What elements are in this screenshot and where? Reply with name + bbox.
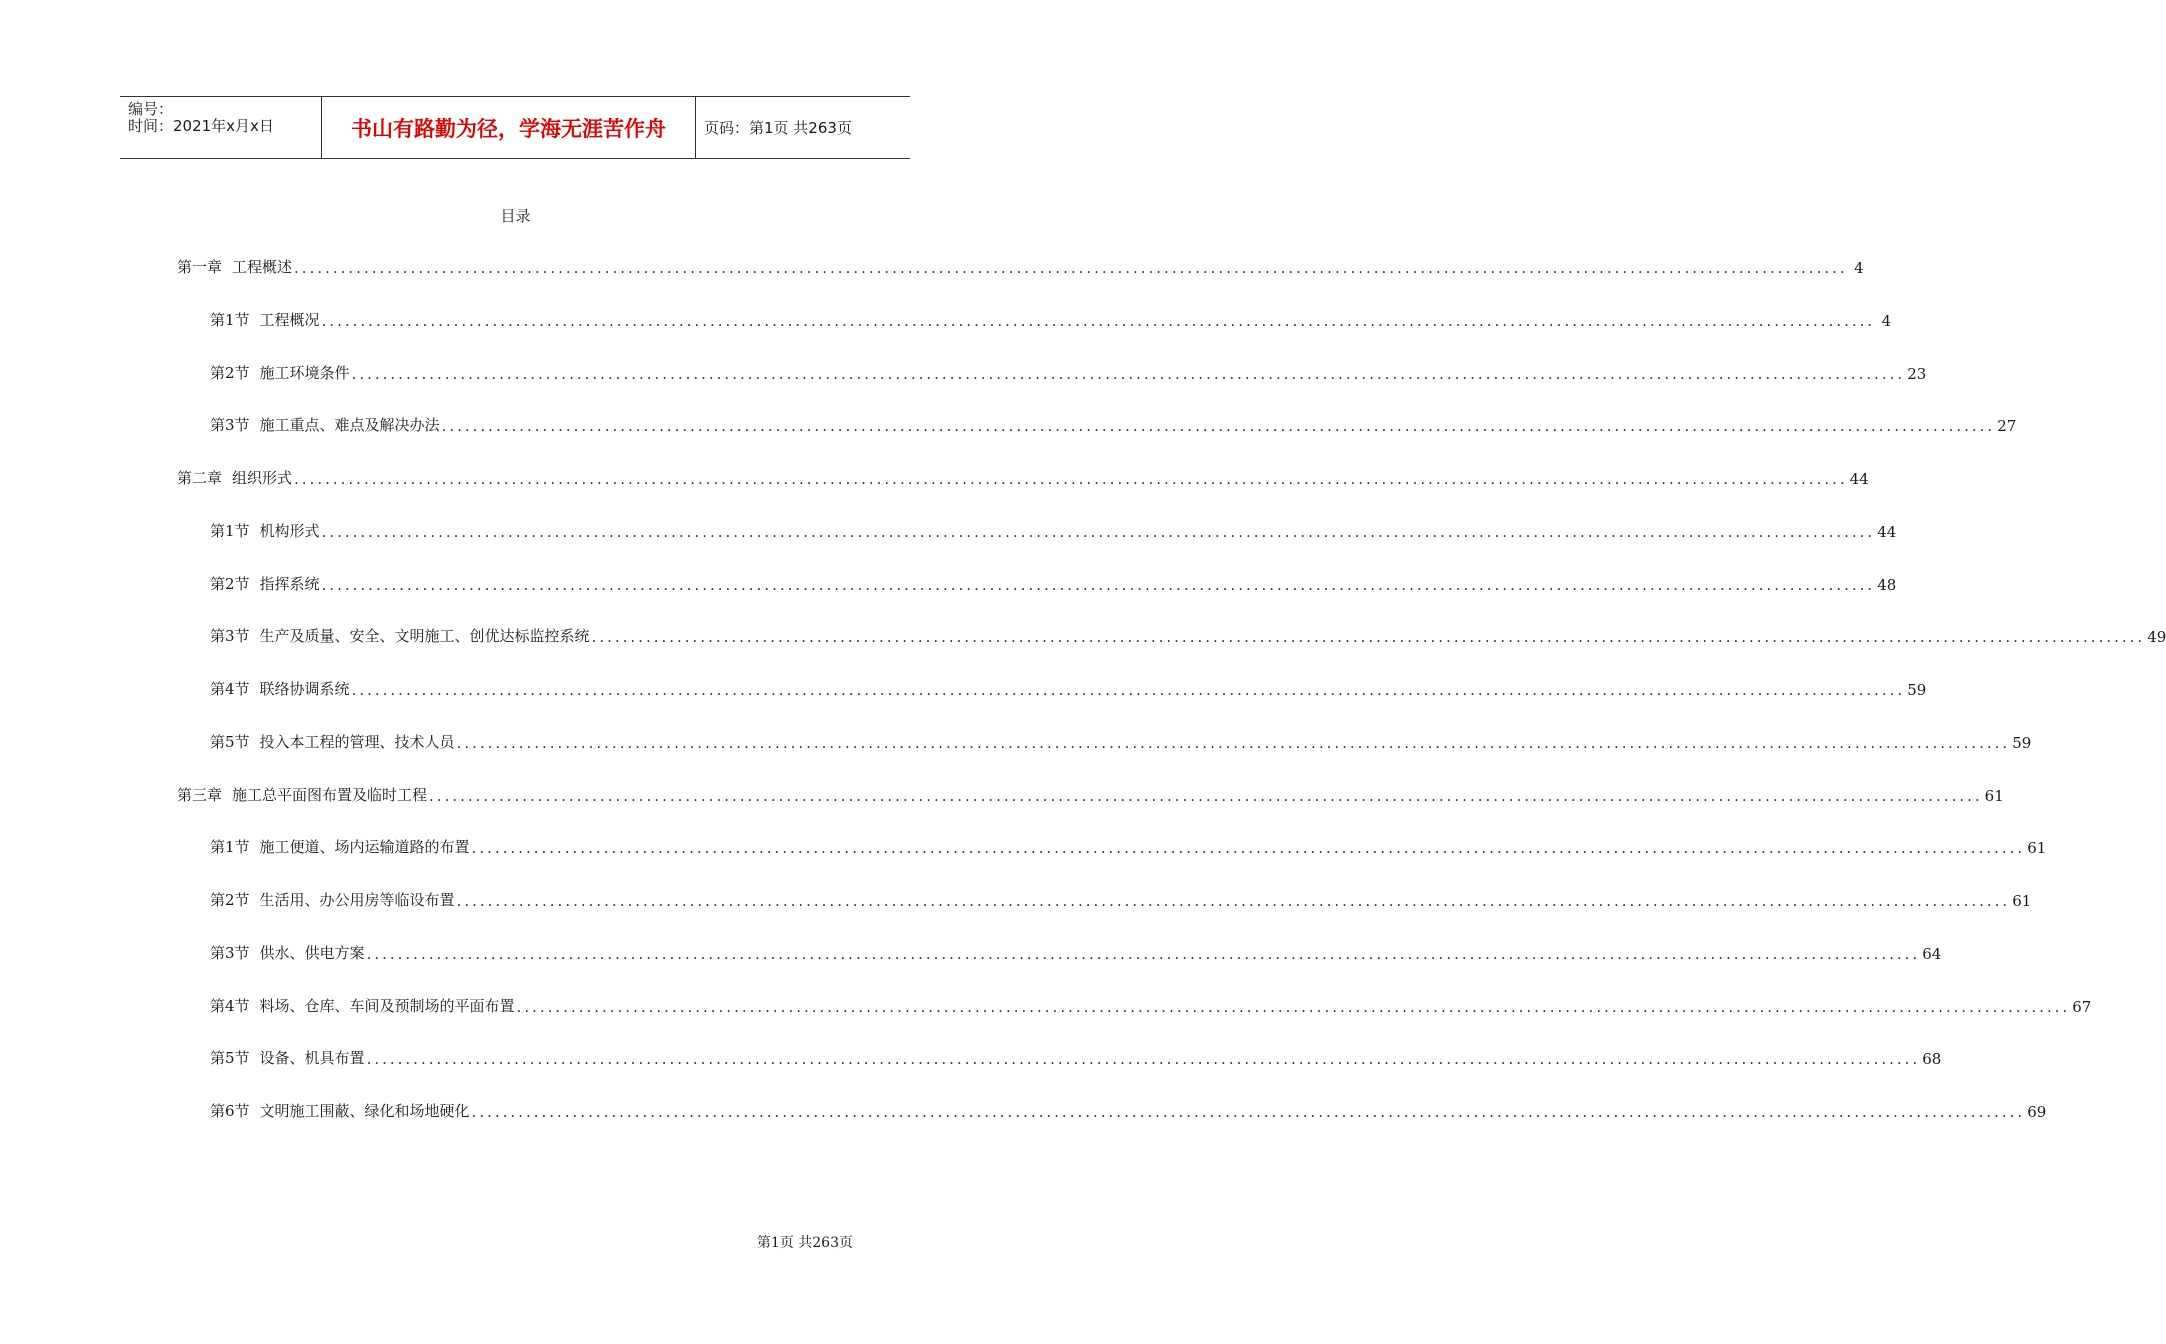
- toc-entry-number: 第6节: [210, 1102, 250, 1120]
- toc-entry-number: 第5节: [210, 732, 250, 751]
- toc-dot-leader: ........................................................................................................................................................................................................: [441, 417, 1996, 436]
- toc-dot-leader: ........................................................................................................................................................................................................: [366, 944, 1921, 963]
- toc-dot-leader: ........................................................................................................................................................................................................: [471, 1103, 2026, 1121]
- toc-entry-page: 44: [1849, 470, 1869, 488]
- toc-entry-number: 第1节: [210, 521, 250, 540]
- toc-section-entry[interactable]: [210, 943, 1942, 963]
- toc-entry-title: 机构形式: [259, 521, 320, 540]
- toc-section-entry[interactable]: [210, 996, 2092, 1016]
- toc-entry-page: 61: [2027, 839, 2047, 858]
- doc-time-label: 时间：2021年x月x日: [128, 117, 274, 135]
- toc-entry-number: 第3节: [210, 943, 250, 962]
- toc-dot-leader: ........................................................................................................................................................................................................: [471, 839, 2026, 858]
- toc-entry-title: 工程概述: [232, 258, 293, 276]
- toc-dot-leader: ........................................................................................................................................................................................................: [294, 259, 1848, 277]
- toc-section-entry[interactable]: [210, 521, 1897, 541]
- toc-entry-title: 供水、供电方案: [259, 943, 365, 962]
- toc-entry-page: 64: [1922, 944, 1942, 963]
- toc-entry-page: 49: [2147, 628, 2166, 647]
- toc-dot-leader: ........................................................................................................................................................................................................: [321, 522, 1876, 541]
- toc-section-entry[interactable]: [210, 626, 2166, 647]
- toc-section-entry[interactable]: [210, 363, 1927, 383]
- toc-entry-page: 68: [1922, 1050, 1942, 1069]
- toc-title: 目录: [500, 207, 531, 225]
- toc-entry-number: 第4节: [210, 996, 250, 1015]
- toc-entry-number: 第3节: [210, 416, 250, 435]
- toc-entry-page: 69: [2027, 1103, 2047, 1121]
- toc-entry-title: 文明施工围蔽、绿化和场地硬化: [259, 1102, 470, 1120]
- toc-section-entry[interactable]: [210, 679, 1927, 699]
- toc-dot-leader: ........................................................................................................................................................................................................: [456, 892, 2011, 910]
- toc-entry-number: 第2节: [210, 574, 250, 593]
- toc-entry-title: 施工总平面图布置及临时工程: [232, 785, 428, 804]
- toc-dot-leader: ........................................................................................................................................................................................................: [429, 786, 1983, 805]
- toc-chapter-entry[interactable]: [177, 785, 2004, 805]
- toc-section-entry[interactable]: [210, 574, 1897, 594]
- toc-dot-leader: ........................................................................................................................................................................................................: [294, 470, 1848, 488]
- toc-entry-title: 指挥系统: [259, 574, 320, 593]
- toc-entry-number: 第2节: [210, 891, 250, 909]
- toc-section-entry[interactable]: [210, 415, 2017, 436]
- toc-entry-page: 4: [1854, 259, 1864, 277]
- toc-entry-page: 61: [1984, 786, 2004, 805]
- toc-dot-leader: ........................................................................................................................................................................................................: [591, 628, 2146, 647]
- toc-entry-number: 第1节: [210, 310, 250, 329]
- document-header: [120, 96, 910, 159]
- toc-dot-leader: ........................................................................................................................................................................................................: [321, 575, 1876, 594]
- toc-section-entry[interactable]: [210, 837, 2047, 858]
- toc-entry-page: 27: [1997, 417, 2017, 436]
- header-meta: [128, 101, 318, 135]
- toc-chapter-entry[interactable]: [177, 468, 1869, 488]
- toc-entry-number: 第二章: [177, 469, 223, 487]
- header-motto: 书山有路勤为径，学海无涯苦作舟: [321, 97, 696, 158]
- toc-entry-number: 第5节: [210, 1049, 250, 1068]
- toc-section-entry[interactable]: [210, 890, 2032, 910]
- toc-entry-title: 生活用、办公用房等临设布置: [259, 891, 455, 909]
- toc-dot-leader: ........................................................................................................................................................................................................: [351, 681, 1906, 699]
- toc-entry-title: 施工环境条件: [259, 363, 350, 382]
- toc-section-entry[interactable]: [210, 1101, 2047, 1121]
- toc-entry-title: 施工重点、难点及解决办法: [259, 416, 440, 435]
- toc-entry-page: 67: [2072, 997, 2092, 1016]
- toc-entry-number: 第4节: [210, 680, 250, 698]
- toc-dot-leader: ........................................................................................................................................................................................................: [351, 364, 1906, 383]
- toc-entry-title: 施工便道、场内运输道路的布置: [259, 838, 470, 857]
- toc-entry-title: 工程概况: [259, 310, 320, 329]
- toc-entry-number: 第一章: [177, 258, 223, 276]
- footer-page-info: 第1页 共263页: [756, 1235, 853, 1251]
- toc-dot-leader: ........................................................................................................................................................................................................: [516, 997, 2071, 1016]
- toc-entry-title: 投入本工程的管理、技术人员: [259, 732, 455, 751]
- toc-entry-title: 设备、机具布置: [259, 1049, 365, 1068]
- toc-entry-page: 23: [1907, 364, 1927, 383]
- toc-dot-leader: ........................................................................................................................................................................................................: [366, 1050, 1921, 1069]
- toc-entry-number: 第1节: [210, 838, 250, 857]
- toc-entry-title: 组织形式: [232, 469, 293, 487]
- toc-dot-leader: ........................................................................................................................................................................................................: [456, 733, 2011, 752]
- toc-entry-page: 4: [1881, 311, 1892, 330]
- toc-entry-title: 料场、仓库、车间及预制场的平面布置: [259, 996, 515, 1015]
- header-page-info: 页码：第1页 共263页: [704, 119, 852, 137]
- toc-chapter-entry[interactable]: [177, 257, 1864, 277]
- toc-entry-page: 44: [1877, 522, 1897, 541]
- doc-code-label: 编号：: [128, 100, 174, 118]
- toc-entry-number: 第2节: [210, 363, 250, 382]
- toc-entry-title: 联络协调系统: [259, 680, 350, 698]
- toc-entry-title: 生产及质量、安全、文明施工、创优达标监控系统: [259, 627, 590, 646]
- toc-entry-number: 第3节: [210, 627, 250, 646]
- toc-entry-page: 59: [1907, 681, 1927, 699]
- toc-entry-page: 61: [2012, 892, 2032, 910]
- toc-entry-page: 59: [2012, 733, 2032, 752]
- toc-section-entry[interactable]: [210, 310, 1892, 330]
- toc-section-entry[interactable]: [210, 732, 2032, 752]
- toc-entry-number: 第三章: [177, 785, 223, 804]
- toc-section-entry[interactable]: [210, 1048, 1942, 1069]
- toc-entry-page: 48: [1877, 575, 1897, 594]
- toc-dot-leader: ........................................................................................................................................................................................................: [321, 311, 1876, 330]
